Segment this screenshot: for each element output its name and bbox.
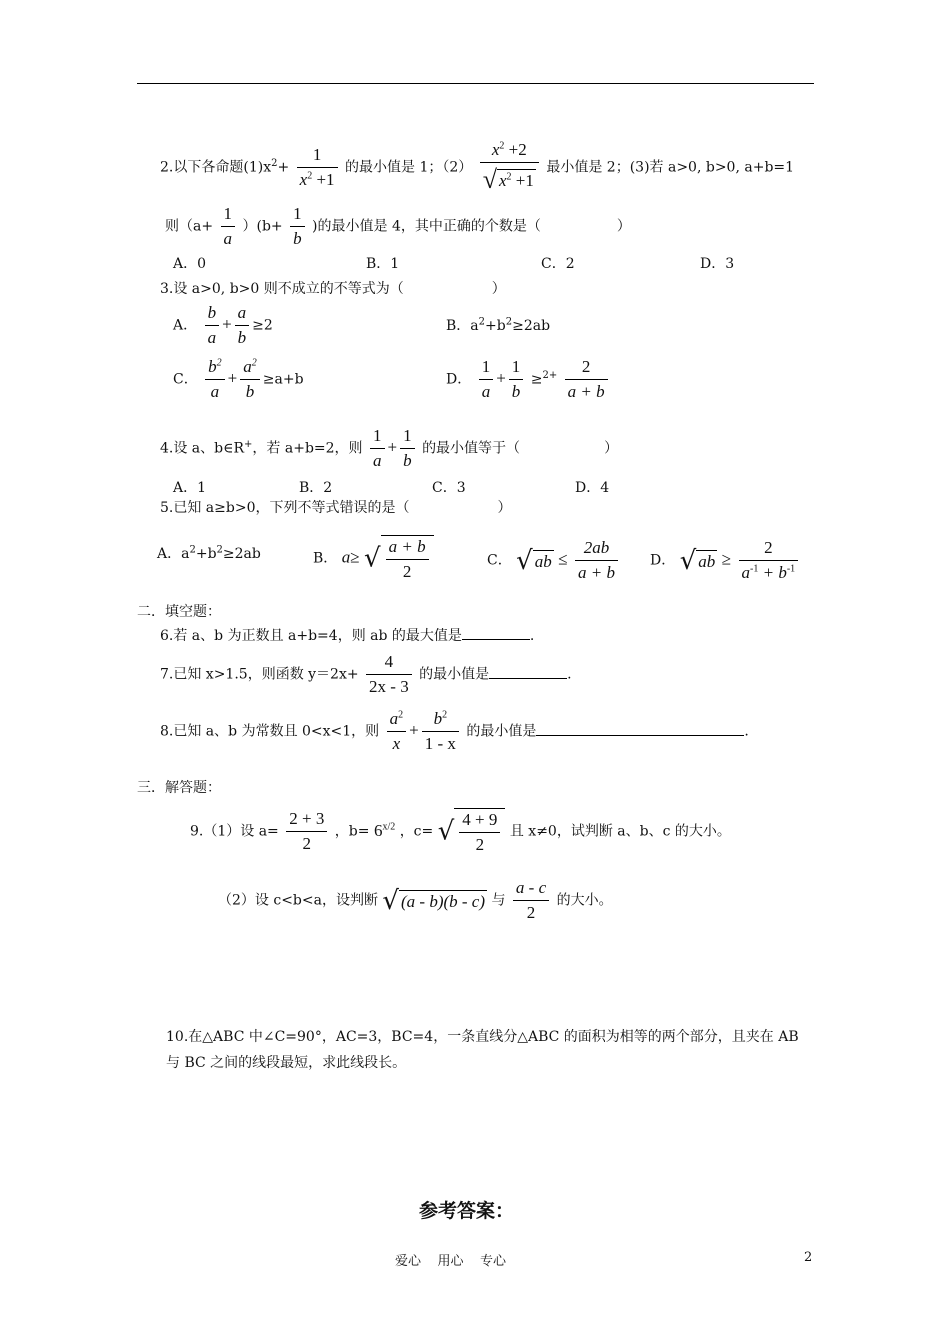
q3-option-a: A． $\frac{b}{a}$ + $\frac{a}{b}$ ≥2 xyxy=(173,303,273,347)
question-10-line-1: 10.在△ABC 中∠C=90°，AC=3，BC=4，一条直线分△ABC 的面积为相等的两个部分，且夹在 AB xyxy=(166,1029,799,1045)
header-rule xyxy=(137,83,814,84)
question-4-stem: 4.设 a、b∈R+，若 a+b=2，则 $\frac{1}{a}$ + $\frac{1}{b}$ 的最小值等于（ ） xyxy=(160,426,619,470)
question-9-part-2: （2）设 c<b<a，设判断 √ (a - b)(b - c) 与 $\frac{a - c}{2}$ 的大小。 xyxy=(218,878,613,922)
q2-option-a: A．0 xyxy=(173,256,207,272)
answers-heading: 参考答案： xyxy=(419,1200,515,1222)
question-5-stem: 5.已知 a≥b>0，下列不等式错误的是（ ） xyxy=(160,500,512,516)
question-2-line-1: 2.以下各命题$(1)x^2+$ $\frac{1}{x^2 +1}$ 的最小值是 1；（2） $\frac{x^2 +2}{√ x^2 +1}$ 最小值是 2；(3)若 a>0, b>0, a+b=1 xyxy=(160,140,795,194)
q2-option-d: D．3 xyxy=(700,256,735,272)
q2-option-c: C．2 xyxy=(541,256,575,272)
question-9-part-1: 9.（1）设 a= $\frac{2 + 3}{2}$ ，$b= 6^{x/2}$ ，c= √ $\frac{4 + 9}{2}$ 且 x≠0，试判断 a、b、c 的大小。 xyxy=(190,809,731,854)
footer-motto: 爱心 用心 专心 xyxy=(395,1254,507,1269)
q5-option-b: B． a≥ √ $\frac{a + b}{2}$ xyxy=(313,535,434,582)
section-2-heading: 二．填空题： xyxy=(137,604,221,620)
answer-blank[interactable] xyxy=(462,638,530,640)
q4-option-b: B．2 xyxy=(299,480,333,496)
q5-option-a: A．$a^2+b^2\ge 2ab$ xyxy=(157,544,261,562)
q4-option-a: A．1 xyxy=(173,480,207,496)
question-3-stem: 3.设 a>0, b>0 则不成立的不等式为（ ） xyxy=(160,281,506,297)
answer-blank[interactable] xyxy=(489,677,567,679)
page-number: 2 xyxy=(804,1250,813,1265)
q5-option-c: C． √ ab ≤ $\frac{2ab}{a + b}$ xyxy=(487,538,621,583)
q2-option-b: B．1 xyxy=(366,256,400,272)
question-8: 8.已知 a、b 为常数且 0<x<1，则 $\frac{a^2}{x}$ + $\frac{b^2}{1 - x}$ 的最小值是 . xyxy=(160,709,749,753)
q3-option-c: C． $\frac{b^2}{a}$ + $\frac{a^2}{b}$ ≥a+b xyxy=(173,357,304,401)
q3-option-b: B．$a^2+b^2\ge 2ab$ xyxy=(446,316,551,334)
fraction: $\frac{1}{x^2 +1}$ xyxy=(297,145,338,190)
fraction: $\frac{x^2 +2}{√ x^2 +1}$ xyxy=(480,140,539,195)
question-2-line-2: 则（a+ $\frac{1}{a}$ ）(b+ $\frac{1}{b}$ )的最小值是 4，其中正确的个数是（ ） xyxy=(165,204,631,248)
q4-option-d: D．4 xyxy=(575,480,610,496)
q3-option-d: D． $\frac{1}{a}$ + $\frac{1}{b}$ ≥$^{2+}$ $\frac{2}{a + b}$ xyxy=(446,357,611,402)
answer-blank[interactable] xyxy=(536,734,744,736)
q4-option-c: C．3 xyxy=(432,480,466,496)
question-10-line-2: 与 BC 之间的线段最短，求此线段长。 xyxy=(166,1055,407,1071)
section-3-heading: 三．解答题： xyxy=(137,780,221,796)
q5-option-d: D． √ ab ≥ $\frac{2}{a^{-1} + b^{-1}}$ xyxy=(650,538,801,583)
question-6: 6.若 a、b 为正数且 a+b=4，则 ab 的最大值是 . xyxy=(160,628,535,644)
question-7: 7.已知 x>1.5，则函数 y＝2x+ $\frac{4}{2x - 3}$ 的最小值是 . xyxy=(160,652,572,696)
